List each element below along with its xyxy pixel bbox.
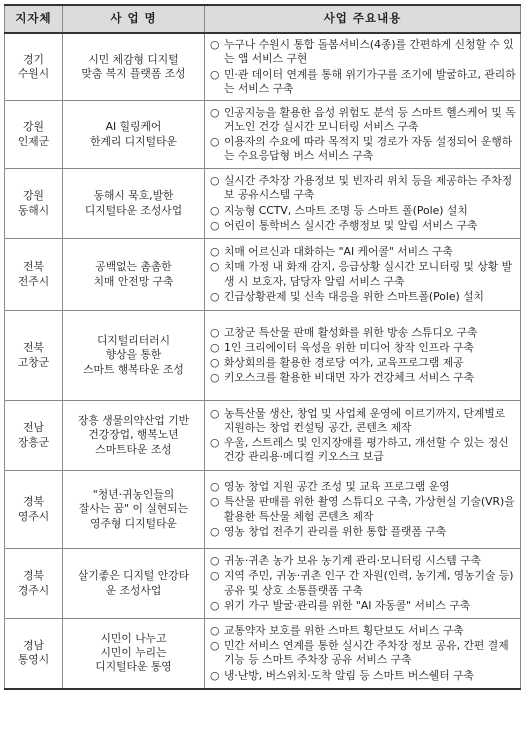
content-item xyxy=(209,569,516,598)
content-item xyxy=(209,290,516,304)
content-item-text: 화상회의를 활용한 경로당 여가, 교육프로그램 제공 xyxy=(224,356,464,369)
content-item xyxy=(209,624,516,638)
circle-bullet-icon: ○ xyxy=(210,260,220,274)
circle-bullet-icon: ○ xyxy=(210,623,220,637)
project-name-cell: 동해시 묵호,발한 디지털타운 조성사업 xyxy=(63,169,205,239)
content-item xyxy=(209,106,516,135)
content-item-text: 실시간 주차장 가용정보 및 빈자리 위치 등을 제공하는 주차정보 공유시스템 구축 xyxy=(224,174,513,202)
content-item-text: 민간 서비스 연계를 통한 실시간 주차장 정보 공유, 간편 결제 기능 등 스마트 주차장 공유 서비스 구축 xyxy=(224,639,509,667)
content-item-text: 고창군 특산물 판매 활성화를 위한 방송 스튜디오 구축 xyxy=(224,325,478,339)
content-item-text: 농특산물 생산, 창업 및 사업체 운영에 이르기까지, 단계별로 지원하는 창업 컨설팅 공간, 콘텐츠 제작 xyxy=(224,406,506,434)
circle-bullet-icon: ○ xyxy=(210,524,220,538)
circle-bullet-icon: ○ xyxy=(210,436,220,449)
circle-bullet-icon: ○ xyxy=(210,639,220,652)
region-cell xyxy=(5,311,63,401)
content-item xyxy=(209,219,516,233)
content-item-text: 민·관 데이터 연계를 통해 위기가구를 조기에 발굴하고, 관리하는 서비스 구축 xyxy=(224,67,516,95)
circle-bullet-icon: ○ xyxy=(210,38,220,51)
content-item-text: 인공지능을 활용한 음성 위험도 분석 등 스마트 헬스케어 및 독거노인 건강 실시간 모니터링 서비스 구축 xyxy=(224,105,516,133)
region-name: 전북 전주시 xyxy=(17,260,50,288)
region-name: 경북 경주시 xyxy=(17,569,50,597)
region-cell xyxy=(5,101,63,169)
project-content-cell xyxy=(205,101,521,169)
header-content: 사업 주요내용 xyxy=(205,5,521,33)
content-item-text: 귀농·귀촌 농가 보유 농기계 관리·모니터링 시스템 구축 xyxy=(224,554,481,567)
content-list xyxy=(209,326,516,386)
region-cell xyxy=(5,619,63,689)
project-name-cell: 장흥 생물의약산업 기반 건강장업, 행복노년 스마트타운 조성 xyxy=(63,401,205,471)
content-item-text: 우울, 스트레스 및 인지장애를 평가하고, 개선할 수 있는 정신건강 관리용·메디컬 키오스크 보급 xyxy=(224,436,509,464)
circle-bullet-icon: ○ xyxy=(210,105,220,119)
table-row xyxy=(5,33,521,101)
content-item xyxy=(209,204,516,218)
circle-bullet-icon: ○ xyxy=(210,289,220,303)
circle-bullet-icon: ○ xyxy=(210,135,220,148)
region-name: 전북 고창군 xyxy=(17,341,50,369)
circle-bullet-icon: ○ xyxy=(210,340,220,354)
project-name-cell: 살기좋은 디지털 안강타 운 조성사업 xyxy=(63,549,205,619)
region-name: 강원 동해시 xyxy=(17,189,50,217)
content-list xyxy=(209,245,516,304)
header-project: 사 업 명 xyxy=(63,5,205,33)
content-item xyxy=(209,525,516,539)
content-list xyxy=(209,407,516,465)
table-row xyxy=(5,619,521,689)
content-item xyxy=(209,326,516,340)
content-list xyxy=(209,624,516,683)
content-item xyxy=(209,245,516,259)
circle-bullet-icon: ○ xyxy=(210,356,220,369)
content-item-text: 키오스크를 활용한 비대면 자가 건강체크 서비스 구축 xyxy=(224,371,475,385)
project-name-cell: 시민 체감형 디지털 맞춤 복지 플랫폼 조성 xyxy=(63,33,205,101)
content-item xyxy=(209,356,516,370)
project-content-cell xyxy=(205,619,521,689)
content-item xyxy=(209,341,516,355)
region-name: 경북 영주시 xyxy=(17,495,50,523)
project-name-cell: 공백없는 촘촘한 치매 안전망 구축 xyxy=(63,239,205,311)
content-item-text: 영농 창업 전주기 관리를 위한 통합 플랫폼 구축 xyxy=(224,524,447,538)
digital-town-projects-table xyxy=(4,4,521,690)
circle-bullet-icon: ○ xyxy=(210,67,220,81)
content-item xyxy=(209,599,516,613)
content-list xyxy=(209,554,516,613)
table-row xyxy=(5,311,521,401)
content-item-text: 누구나 수원시 통합 돌봄서비스(4종)를 간편하게 신청할 수 있는 앱 서비스 구현 xyxy=(224,38,514,66)
table-row xyxy=(5,101,521,169)
project-name-cell: 시민이 나누고 시민이 누리는 디지털타운 통영 xyxy=(63,619,205,689)
content-item-text: 지능형 CCTV, 스마트 조명 등 스마트 폴(Pole) 설치 xyxy=(224,203,468,217)
circle-bullet-icon: ○ xyxy=(210,218,220,232)
content-item xyxy=(209,260,516,289)
circle-bullet-icon: ○ xyxy=(210,495,220,509)
region-name: 경남 통영시 xyxy=(17,639,50,667)
circle-bullet-icon: ○ xyxy=(210,668,220,682)
project-name-cell: 디지털리터러시 향상을 통한 스마트 행복타운 조성 xyxy=(63,311,205,401)
content-item xyxy=(209,135,516,164)
content-item-text: 교통약자 보호를 위한 스마트 횡단보도 서비스 구축 xyxy=(224,623,464,637)
content-item-text: 위기 가구 발굴·관리를 위한 "AI 자동콜" 서비스 구축 xyxy=(224,598,471,612)
project-content-cell xyxy=(205,311,521,401)
content-item xyxy=(209,407,516,436)
circle-bullet-icon: ○ xyxy=(210,480,220,493)
table-row xyxy=(5,239,521,311)
table-row xyxy=(5,471,521,549)
content-list xyxy=(209,174,516,233)
region-name: 경기 수원시 xyxy=(17,52,50,80)
project-name-cell: AI 힐링케어 한계리 디지털타운 xyxy=(63,101,205,169)
content-item xyxy=(209,68,516,97)
header-region: 지자체 xyxy=(5,5,63,33)
content-item-text: 어린이 통학버스 실시간 주행정보 및 알림 서비스 구축 xyxy=(224,218,478,232)
content-item-text: 치매 어르신과 대화하는 "AI 케어콜" 서비스 구축 xyxy=(224,245,453,258)
region-cell xyxy=(5,239,63,311)
content-item-text: 지역 주민, 귀농·귀촌 인구 간 자원(인력, 농기계, 영농기술 등) 공유 및 상호 소통플랫폼 구축 xyxy=(224,569,514,597)
table-row xyxy=(5,401,521,471)
project-content-cell xyxy=(205,549,521,619)
circle-bullet-icon: ○ xyxy=(210,203,220,217)
circle-bullet-icon: ○ xyxy=(210,598,220,612)
region-cell xyxy=(5,169,63,239)
region-cell xyxy=(5,471,63,549)
content-item xyxy=(209,174,516,203)
circle-bullet-icon: ○ xyxy=(210,569,220,583)
content-list xyxy=(209,106,516,164)
content-item xyxy=(209,495,516,524)
region-cell xyxy=(5,549,63,619)
circle-bullet-icon: ○ xyxy=(210,406,220,420)
content-item-text: 영농 창업 지원 공간 조성 및 교육 프로그램 운영 xyxy=(224,480,450,493)
region-cell xyxy=(5,401,63,471)
content-item xyxy=(209,639,516,668)
project-content-cell xyxy=(205,169,521,239)
content-item xyxy=(209,38,516,67)
project-content-cell xyxy=(205,33,521,101)
content-item-text: 1인 크리에이터 육성을 위한 미디어 창작 인프라 구축 xyxy=(224,340,474,354)
project-content-cell xyxy=(205,401,521,471)
content-item xyxy=(209,554,516,568)
region-name: 강원 인제군 xyxy=(17,120,50,148)
content-item-text: 냉·난방, 버스위치·도착 알림 등 스마트 버스쉘터 구축 xyxy=(224,668,474,682)
project-content-cell xyxy=(205,471,521,549)
content-item-text: 치매 가정 내 화재 감지, 응급상황 실시간 모니터링 및 상황 발생 시 보호자, 담당자 알림 서비스 구축 xyxy=(224,260,513,288)
content-item-text: 특산물 판매를 위한 촬영 스튜디오 구축, 가상현실 기술(VR)을 활용한 특산물 체험 콘텐츠 제작 xyxy=(224,495,515,523)
table-row xyxy=(5,549,521,619)
project-name-cell: "청년·귀농인들의 잘사는 꿈" 이 실현되는 영주형 디지털타운 xyxy=(63,471,205,549)
content-list xyxy=(209,480,516,539)
content-item-text: 이용자의 수요에 따라 목적지 및 경로가 자동 설정되어 운행하는 수요응답형 버스 서비스 구축 xyxy=(224,135,513,163)
project-content-cell xyxy=(205,239,521,311)
table-row xyxy=(5,169,521,239)
circle-bullet-icon: ○ xyxy=(210,371,220,385)
region-name: 전남 장흥군 xyxy=(17,421,50,449)
circle-bullet-icon: ○ xyxy=(210,325,220,339)
table-header-row xyxy=(5,5,521,33)
content-item xyxy=(209,436,516,465)
content-item-text: 긴급상황관제 및 신속 대응을 위한 스마트폴(Pole) 설치 xyxy=(224,289,484,303)
content-item xyxy=(209,480,516,494)
circle-bullet-icon: ○ xyxy=(210,245,220,258)
circle-bullet-icon: ○ xyxy=(210,554,220,567)
content-item xyxy=(209,371,516,385)
content-list xyxy=(209,38,516,96)
content-item xyxy=(209,669,516,683)
circle-bullet-icon: ○ xyxy=(210,174,220,187)
region-cell xyxy=(5,33,63,101)
